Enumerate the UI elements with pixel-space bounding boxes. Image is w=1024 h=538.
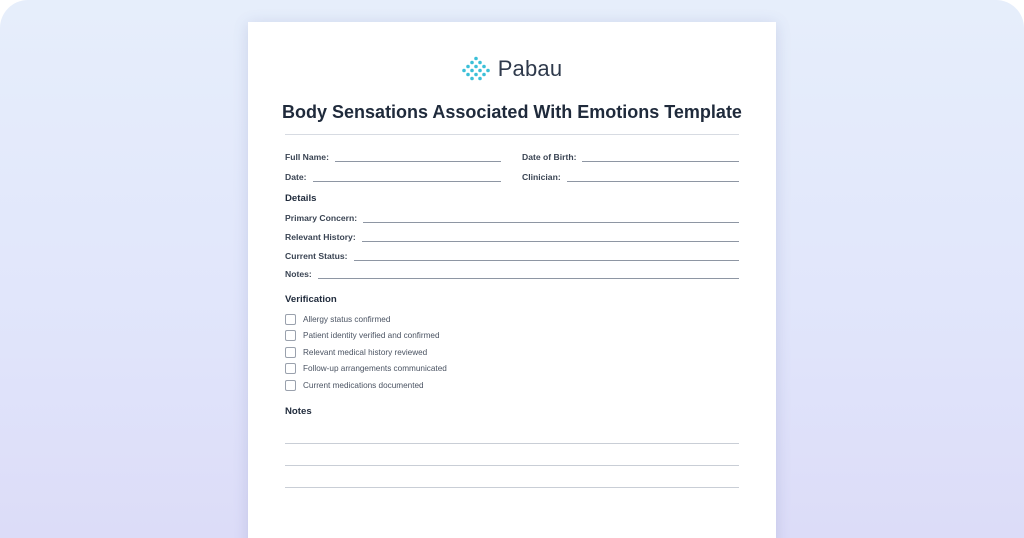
clinician-field[interactable] [522,172,739,182]
notes-field[interactable] [285,269,739,279]
relevant-history-label: Relevant History: [285,232,356,242]
checkbox[interactable] [285,380,296,391]
date-label: Date: [285,172,307,182]
current-status-field[interactable] [285,251,739,261]
checklist-item[interactable] [285,347,427,358]
diamond-dots-logo-icon [462,56,490,82]
checklist-item-label: Allergy status confirmed [303,315,391,324]
details-heading: Details [285,193,317,204]
checkbox[interactable] [285,330,296,341]
date-of-birth-field[interactable] [522,152,739,162]
clinician-label: Clinician: [522,172,561,182]
date-field[interactable] [285,172,501,182]
primary-concern-label: Primary Concern: [285,213,358,223]
clinician-line[interactable] [567,173,739,182]
checkbox[interactable] [285,314,296,325]
checklist-item[interactable] [285,314,390,325]
date-line[interactable] [313,173,502,182]
primary-concern-line[interactable] [363,214,739,223]
verification-heading: Verification [285,294,337,305]
checklist-item-label: Relevant medical history reviewed [303,348,428,357]
notes-heading: Notes [285,406,312,417]
relevant-history-line[interactable] [362,233,739,242]
relevant-history-field[interactable] [285,232,739,242]
checklist-item-label: Patient identity verified and confirmed [303,331,440,340]
checklist-item[interactable] [285,330,440,341]
notes-line[interactable] [285,443,739,444]
full-name-label: Full Name: [285,152,329,162]
checklist-item-label: Current medications documented [303,381,424,390]
primary-concern-field[interactable] [285,213,739,223]
date-of-birth-label: Date of Birth: [522,152,577,162]
checklist-item[interactable] [285,380,424,391]
title-divider [285,134,739,135]
form-document [248,22,776,538]
brand-name: Pabau [497,56,563,81]
notes-line[interactable] [285,487,739,488]
current-status-label: Current Status: [285,251,348,261]
checklist-item[interactable] [285,363,447,374]
current-status-line[interactable] [354,252,739,261]
notes-field-label: Notes: [285,269,312,279]
page-title: Body Sensations Associated With Emotions Template [282,102,742,122]
notes-line[interactable] [285,465,739,466]
checkbox[interactable] [285,347,296,358]
checkbox[interactable] [285,363,296,374]
date-of-birth-line[interactable] [582,153,739,162]
checklist-item-label: Follow-up arrangements communicated [303,364,447,373]
brand-logo [248,56,776,82]
full-name-field[interactable] [285,152,501,162]
notes-field-line[interactable] [318,270,739,279]
full-name-line[interactable] [335,153,501,162]
